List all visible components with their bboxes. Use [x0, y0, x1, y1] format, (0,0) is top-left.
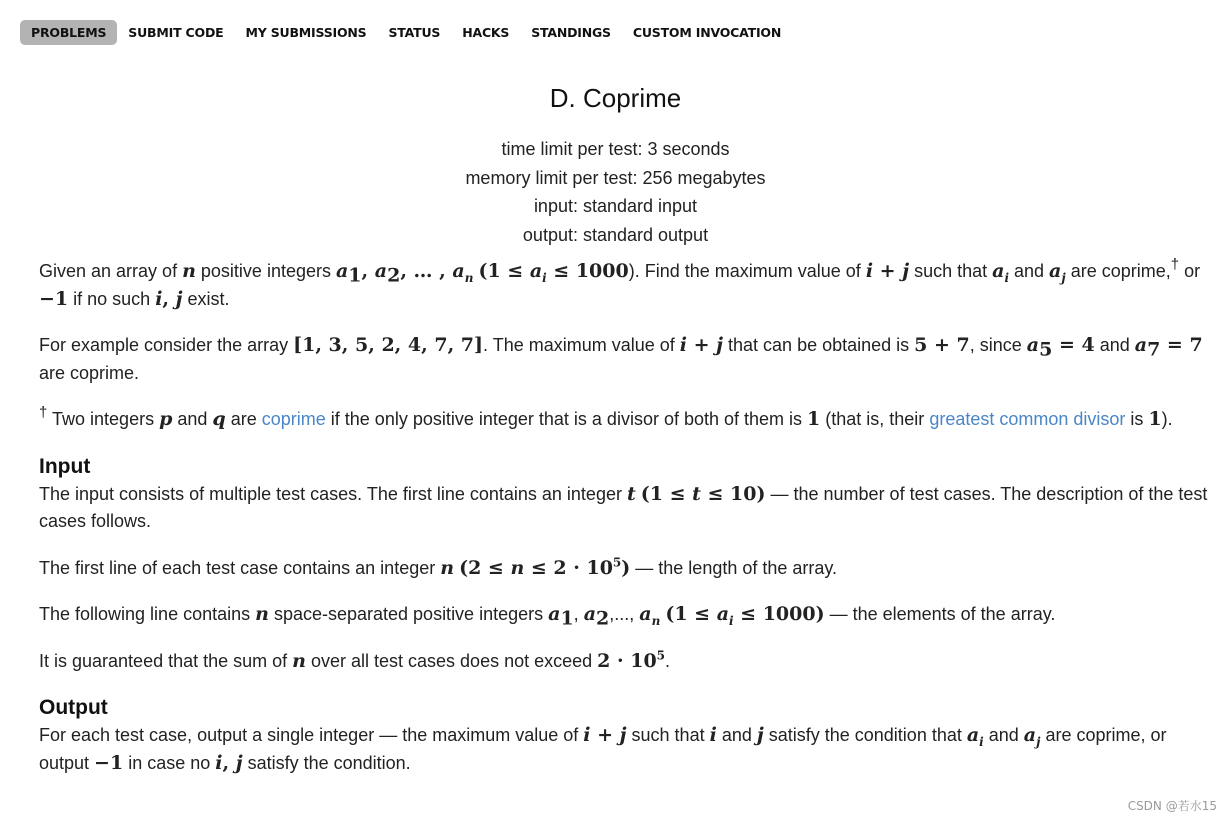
nav-submit-code[interactable]: SUBMIT CODE	[128, 25, 224, 40]
input-paragraph-1: The input consists of multiple test cases. The first line contains an integer t (1 ≤ t ≤ 10) — the number of test cases. The description of the test cases follows.	[39, 482, 1208, 531]
output-paragraph-1: For each test case, output a single integer — the maximum value of i + j such that i and j satisfy the condition that $a_i$ and $a_j$ are coprime, or output −1 in case no i, j satisfy the condition.	[39, 724, 1167, 774]
problem-nav	[20, 20, 792, 45]
input-paragraph-4: It is guaranteed that the sum of n over all test cases does not exceed $2 \cdot 10^5$.	[39, 648, 671, 672]
watermark: CSDN @若水15	[1127, 799, 1217, 813]
time-limit: time limit per test: 3 seconds	[501, 139, 730, 159]
nav-custom-invocation[interactable]: CUSTOM INVOCATION	[632, 25, 782, 40]
memory-limit: memory limit per test: 256 megabytes	[465, 167, 766, 188]
nav-standings[interactable]: STANDINGS	[531, 25, 611, 40]
input-spec: input: standard input	[533, 196, 698, 217]
problem-statement	[39, 258, 1214, 796]
statement-footnote: † Two integers p and q are coprime if the only positive integer that is a divisor of both of them is 1 (that is, their greatest common divisor is 1).	[39, 404, 1173, 430]
input-paragraph-2: The first line of each test case contains an integer n $(2 \le n \le 2 \cdot 10^5)$ — the length of the array.	[39, 555, 838, 579]
problem-title: D. Coprime	[549, 83, 682, 113]
input-paragraph-3: The following line contains n space-separated positive integers $a_1$, $a_2$,..., $a_n$ $(1 \le a_i \le 1000)$ — the elements of the array.	[39, 603, 1056, 630]
coprime-link[interactable]: coprime	[261, 409, 326, 429]
nav-my-submissions[interactable]: MY SUBMISSIONS	[245, 25, 367, 40]
nav-hacks[interactable]: HACKS	[462, 25, 510, 40]
output-spec: output: standard output	[522, 225, 709, 246]
problem-header	[0, 78, 1231, 250]
statement-paragraph-1: Given an array of n positive integers $a_1$, $a_2$, … , $a_n$ $(1 \le a_i \le 1000)$. Find the maximum value of i + j such that $a_i$ and $a_j$ are coprime,† or −1 if no such i, j exist.	[39, 256, 1201, 310]
nav-problems[interactable]: PROBLEMS	[20, 20, 117, 45]
input-section-title: Input	[39, 454, 91, 478]
statement-paragraph-2: For example consider the array [1, 3, 5, 2, 4, 7, 7]. The maximum value of i + j that can be obtained is 5 + 7, since $a_5 = 4$ and $a_7 = 7$ are coprime.	[39, 334, 1203, 383]
output-section-title: Output	[39, 696, 108, 719]
nav-status[interactable]: STATUS	[388, 25, 441, 40]
gcd-link[interactable]: greatest common divisor	[929, 409, 1126, 429]
